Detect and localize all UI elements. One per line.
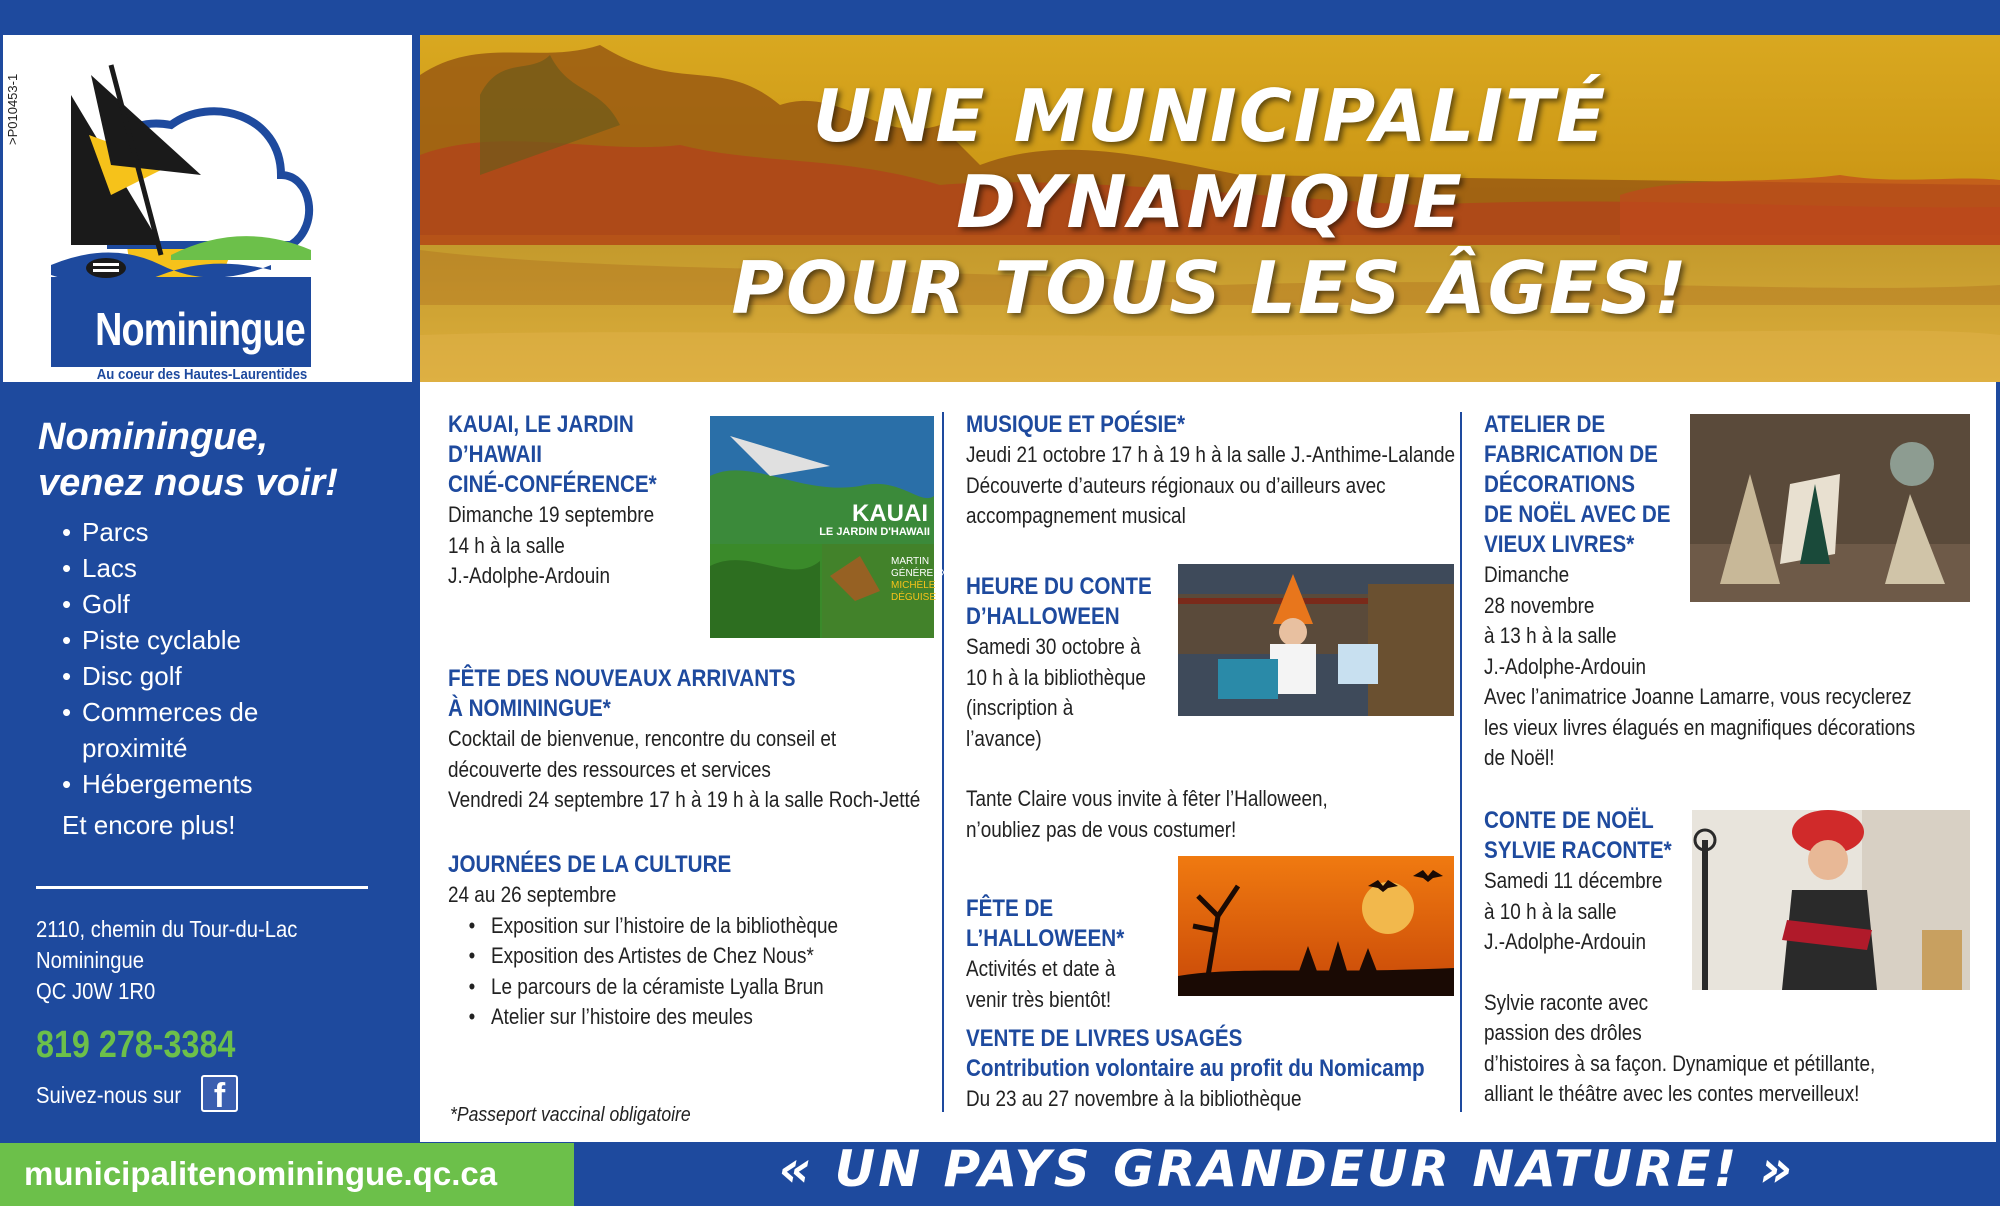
event-journees-culture [448, 850, 902, 1033]
event-details: Cocktail de bienvenue, rencontre du conseil et découverte des ressources et services Vendredi 24 septembre 17 h à 19 h à la salle Roch-Jetté [448, 726, 921, 812]
events-panel [420, 382, 1996, 1142]
event-details: 24 au 26 septembre • Exposition sur l’histoire de la bibliothèque • Exposition des Artistes de Chez Nous* • Le parcours de la céramiste Lyalla Brun • Atelier sur l’histoire des meules [448, 880, 902, 1033]
event-title: FÊTE DE L’HALLOWEEN* [966, 895, 1125, 952]
list-item: • Commerces de [60, 694, 258, 730]
event-details: Samedi 30 octobre à 10 h à la bibliothèque (inscription à l’avance) Tante Claire vous invite à fêter l’Halloween, n’oubliez pas de vous costumer! [966, 634, 1328, 842]
vaccine-passport-note: *Passeport vaccinal obligatoire [450, 1104, 691, 1126]
photo-title: KAUAI [852, 500, 928, 527]
culture-list [448, 911, 902, 1033]
bullet-icon: • [62, 589, 72, 619]
list-item: • Hébergements [60, 766, 258, 802]
banner-line-1: UNE MUNICIPALITÉ [812, 74, 1608, 158]
event-details: Activités et date à venir très bientôt! [966, 956, 1116, 1012]
sidebar-heading-line-2: venez nous voir! [38, 462, 338, 504]
bullet-icon: • [62, 769, 72, 799]
storyteller-halloween-image [1178, 564, 1454, 716]
storyteller-sylvie-image [1692, 810, 1970, 990]
event-title: MUSIQUE ET POÉSIE* [966, 411, 1186, 438]
website-banner [0, 1143, 574, 1206]
list-item: proximité [82, 733, 188, 763]
event-details: Samedi 11 décembre à 10 h à la salle J.-Adolphe-Ardouin Sylvie raconte avec passion des drôles d’histoires à sa façon. Dynamique et pétillante, alliant le théâtre avec les contes merveilleux! [1484, 868, 1876, 1106]
bullet-icon: • [468, 1004, 476, 1029]
attractions-list [60, 514, 258, 802]
banner-line-3: POUR TOUS LES ÂGES! [731, 246, 1689, 330]
event-title: HEURE DU CONTE D’HALLOWEEN [966, 573, 1152, 630]
event-details: Jeudi 21 octobre 17 h à 19 h à la salle J.-Anthime-Lalande Découverte d’auteurs régionaux ou d’ailleurs avec accompagnement musical [966, 442, 1456, 528]
photo-credits: MARTIN GÉNÉREUX MICHÈLE DÉGUISE [891, 556, 948, 603]
event-details: Du 23 au 27 novembre à la bibliothèque [966, 1086, 1302, 1111]
event-title: JOURNÉES DE LA CULTURE [448, 851, 732, 878]
photo-subtitle: LE JARDIN D'HAWAII [819, 526, 930, 538]
bullet-icon: • [62, 625, 72, 655]
divider [36, 886, 368, 889]
logo-name: Nominingue [95, 303, 305, 355]
event-title: FÊTE DES NOUVEAUX ARRIVANTS À NOMININGUE* [448, 665, 796, 722]
event-musique-poesie [966, 410, 1535, 532]
address-line-1: 2110, chemin du Tour-du-Lac [36, 916, 298, 942]
logo-panel [3, 35, 412, 382]
bullet-icon: • [62, 697, 72, 727]
event-title: VENTE DE LIVRES USAGÉS Contribution volontaire au profit du Nomicamp [966, 1025, 1425, 1082]
sidebar [0, 382, 420, 1142]
bullet-icon: • [62, 661, 72, 691]
footer-slogan: « UN PAYS GRANDEUR NATURE! » [778, 1140, 1796, 1198]
facebook-icon[interactable]: f [201, 1075, 238, 1112]
phone-number[interactable]: 819 278-3384 [36, 1024, 236, 1066]
sidebar-heading-line-1: Nominingue, [38, 416, 269, 458]
list-item: • Atelier sur l’histoire des meules [448, 1002, 838, 1033]
event-kauai [448, 410, 691, 592]
list-item: • Golf [60, 586, 258, 622]
book-decorations-image [1690, 414, 1970, 602]
address [36, 914, 297, 1007]
event-title: ATELIER DE FABRICATION DE DÉCORATIONS DE NOËL AVEC DE VIEUX LIVRES* [1484, 411, 1671, 558]
bullet-icon: • [468, 973, 476, 999]
reference-code: >P010453-1 [5, 73, 20, 145]
event-details: Dimanche 19 septembre 14 h à la salle J.-Adolphe-Ardouin [448, 502, 655, 588]
event-title: CONTE DE NOËL SYLVIE RACONTE* [1484, 807, 1672, 864]
event-vente-livres [966, 1024, 1499, 1115]
list-item: • Exposition sur l’histoire de la bibliothèque [448, 911, 838, 942]
list-item: • Lacs [60, 550, 258, 586]
address-line-3: QC J0W 1R0 [36, 978, 156, 1004]
list-item: • Piste cyclable [60, 622, 258, 658]
list-item: • Parcs [60, 514, 258, 550]
list-item: • Disc golf [60, 658, 258, 694]
logo-tagline: Au coeur des Hautes-Laurentides [96, 366, 308, 383]
bullet-icon: • [468, 912, 476, 938]
autumn-lake-banner [420, 35, 2000, 382]
bullet-icon: • [62, 553, 72, 583]
banner-headline [420, 73, 2000, 331]
list-item: • Exposition des Artistes de Chez Nous* [448, 941, 838, 972]
website-link[interactable]: municipalitenominingue.qc.ca [24, 1155, 498, 1192]
halloween-silhouette-image [1178, 856, 1454, 996]
address-line-2: Nominingue [36, 947, 145, 973]
list-item: • Le parcours de la céramiste Lyalla Brun [448, 972, 838, 1003]
bullet-icon: • [468, 943, 476, 968]
event-details: Dimanche 28 novembre à 13 h à la salle J.-Adolphe-Ardouin Avec l’animatrice Joanne Lamarre, vous recyclerez les vieux livres élagués en magnifiques décorations de Noël! [1484, 562, 1916, 770]
event-nouveaux-arrivants [448, 664, 997, 816]
event-title: KAUAI, LE JARDIN D’HAWAII CINÉ-CONFÉRENCE* [448, 411, 657, 498]
event-fete-halloween [966, 894, 1150, 1015]
bullet-icon: • [62, 517, 72, 547]
follow-label: Suivez-nous sur [36, 1082, 182, 1108]
sidebar-heading [38, 414, 338, 506]
banner-line-2: DYNAMIQUE [956, 160, 1464, 244]
kauai-book-cover-image [710, 416, 948, 638]
sidebar-extra: Et encore plus! [62, 810, 236, 840]
